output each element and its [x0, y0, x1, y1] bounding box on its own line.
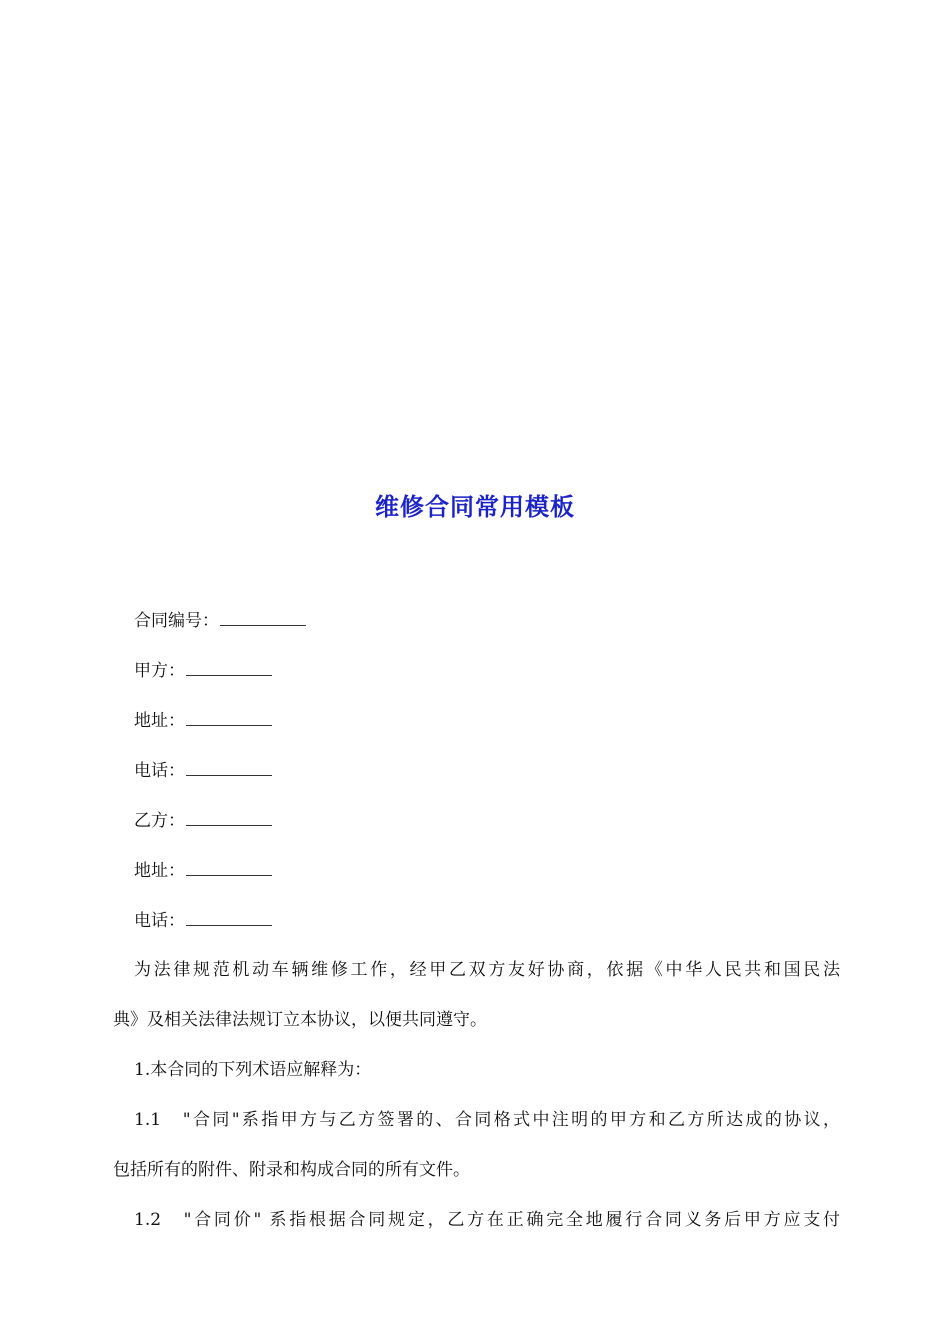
field-label: 乙方： [134, 811, 185, 831]
paragraph-terms-heading: 1.本合同的下列术语应解释为： [134, 1060, 372, 1080]
field-party-b [113, 805, 840, 855]
document-title: 维修合同常用模板 [375, 492, 575, 521]
paragraph-term-1-2-line-1: 1.2 "合同价" 系指根据合同规定，乙方在正确完全地履行合同义务后甲方应支付 [134, 1210, 840, 1230]
field-label: 合同编号： [134, 611, 219, 631]
field-label: 地址： [134, 711, 185, 731]
field-label: 甲方： [134, 661, 185, 681]
field-label: 电话： [134, 761, 185, 781]
blank-line [186, 655, 272, 676]
blank-line [220, 605, 306, 626]
field-party-a [113, 655, 840, 705]
paragraph-intro-line-1: 为法律规范机动车辆维修工作，经甲乙双方友好协商，依据《中华人民共和国民法 [134, 960, 840, 980]
blank-line [186, 755, 272, 776]
field-contract-number [113, 605, 840, 655]
document-body [113, 605, 840, 1255]
paragraph-term-1-1-line-1: 1.1 "合同"系指甲方与乙方签署的、合同格式中注明的甲方和乙方所达成的协议， [134, 1110, 840, 1130]
paragraph-term-1-1-line-2: 包括所有的附件、附录和构成合同的所有文件。 [113, 1160, 470, 1180]
blank-line [186, 855, 272, 876]
field-label: 地址： [134, 861, 185, 881]
paragraph-intro-line-2: 典》及相关法律法规订立本协议，以便共同遵守。 [113, 1010, 487, 1030]
field-party-b-address [113, 855, 840, 905]
field-label: 电话： [134, 911, 185, 931]
blank-line [186, 805, 272, 826]
field-party-b-phone [113, 905, 840, 955]
blank-line [186, 905, 272, 926]
blank-line [186, 705, 272, 726]
field-party-a-phone [113, 755, 840, 805]
field-party-a-address [113, 705, 840, 755]
